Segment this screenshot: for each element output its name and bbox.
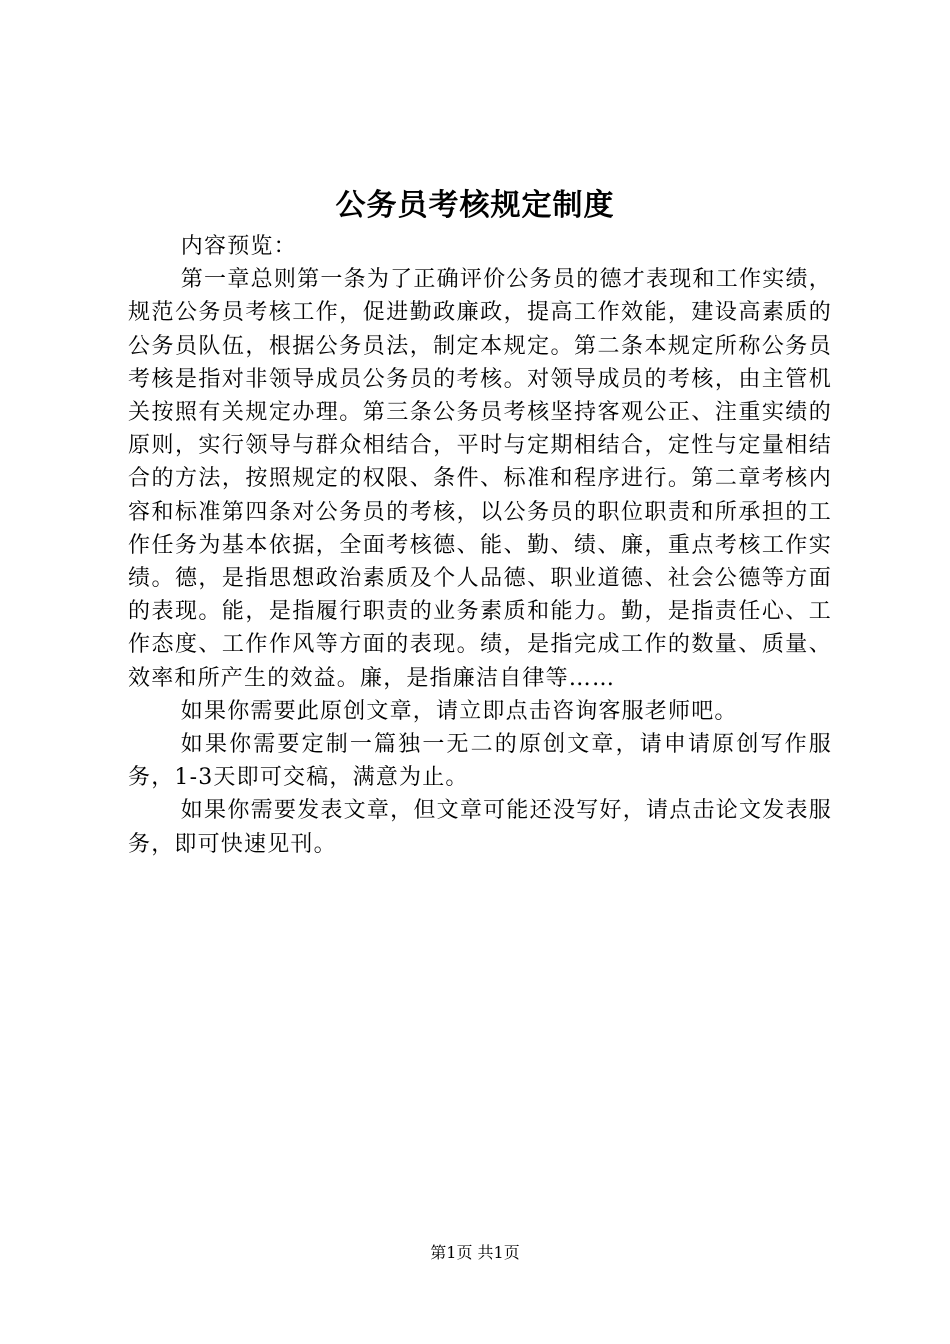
custom-writing-paragraph: 如果你需要定制一篇独一无二的原创文章，请申请原创写作服务，1-3天即可交稿，满意为止。 bbox=[128, 732, 832, 791]
publish-paragraph: 如果你需要发表文章，但文章可能还没写好，请点击论文发表服务，即可快速见刊。 bbox=[128, 798, 832, 857]
document-body bbox=[128, 230, 832, 861]
page-number: 第1页 共1页 bbox=[430, 1243, 520, 1262]
preview-paragraph: 第一章总则第一条为了正确评价公务员的德才表现和工作实绩，规范公务员考核工作，促进勤政廉政，提高工作效能，建设高素质的公务员队伍，根据公务员法，制定本规定。第二条本规定所称公务员考核是指对非领导成员公务员的考核。对领导成员的考核，由主管机关按照有关规定办理。第三条公务员考核坚持客观公正、注重实绩的原则，实行领导与群众相结合，平时与定期相结合，定性与定量相结合的方法，按照规定的权限、条件、标准和程序进行。第二章考核内容和标准第四条对公务员的考核，以公务员的职位职责和所承担的工作任务为基本依据，全面考核德、能、勤、绩、廉，重点考核工作实绩。德，是指思想政治素质及个人品德、职业道德、社会公德等方面的表现。能，是指履行职责的业务素质和能力。勤，是指责任心、工作态度、工作作风等方面的表现。绩，是指完成工作的数量、质量、效率和所产生的效益。廉，是指廉洁自律等…… bbox=[128, 267, 832, 691]
consult-paragraph: 如果你需要此原创文章，请立即点击咨询客服老师吧。 bbox=[180, 698, 738, 724]
document-title: 公务员考核规定制度 bbox=[335, 188, 615, 223]
preview-label: 内容预览： bbox=[180, 234, 297, 259]
